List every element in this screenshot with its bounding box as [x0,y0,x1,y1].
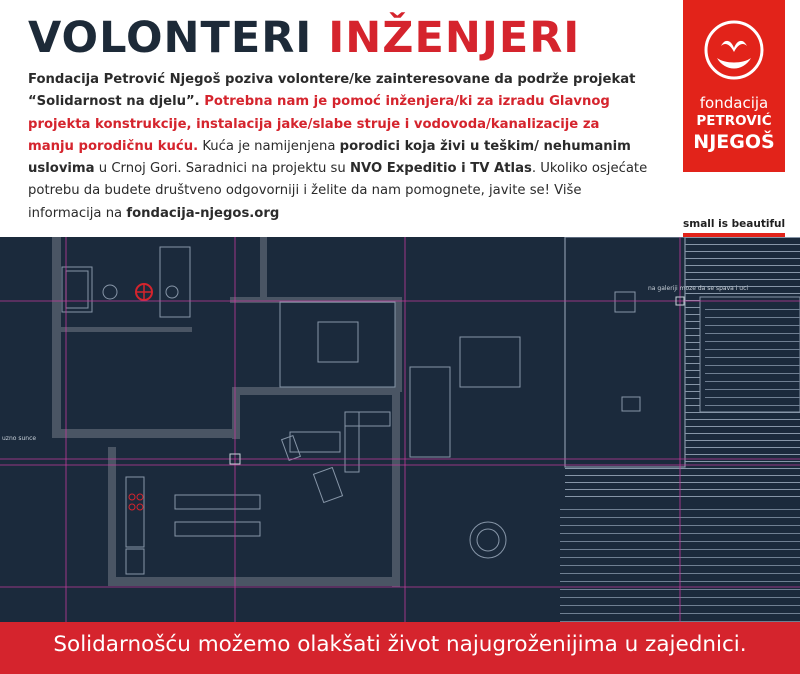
intro-paragraph [28,69,648,225]
intro-text-3: . Ukoliko osjećate potrebu da budete društveno odgovorniji i želite da nam pomognete, javite se! Više informacija na [28,161,648,221]
logo-line-1: fondacija [699,94,769,112]
intro-partners: NVO Expeditio i TV Atlas [349,161,532,177]
foundation-logo [683,0,785,172]
headline [28,12,580,64]
intro-lead: Fondacija Petrović Njegoš poziva volontere/ke zainteresovane da podrže projekat “Solidarnost na djelu”. [28,72,636,110]
interior-lines [62,247,520,574]
headline-part2: INŽENJERI [328,13,581,63]
gallery-note: na galeriji moze da se spava i uci [648,285,749,292]
intro-text-2: u Crnoj Gori. Saradnici na projektu su [94,161,350,177]
logo-emblem-icon [703,12,765,90]
tagline: small is beautiful [683,218,786,230]
footer-banner [0,622,800,674]
floor-plan-drawing [0,237,800,622]
floor-plan-background [0,237,800,622]
intro-text-1: Kuća je namijenjena [198,138,340,154]
headline-part1: VOLONTERI [28,13,313,63]
logo-line-2: PETROVIĆ [696,113,772,129]
intro-website: fondacija-njegos.org [126,205,280,221]
footer-slogan: Solidarnošću možemo olakšati život najugroženijima u zajednici. [53,632,747,657]
intro-family: porodici koja živi u teškim/ nehumanim uslovima [28,138,631,177]
logo-line-3: NJEGOŠ [693,131,775,153]
intro-request: Potrebna nam je pomoć inženjera/ki za izradu Glavnog projekta konstrukcije, instalacija jake/slabe struje i vodovoda/kanalizacije za manju porodičnu kuću. [28,94,610,154]
sun-note: uzno sunce [2,435,37,442]
